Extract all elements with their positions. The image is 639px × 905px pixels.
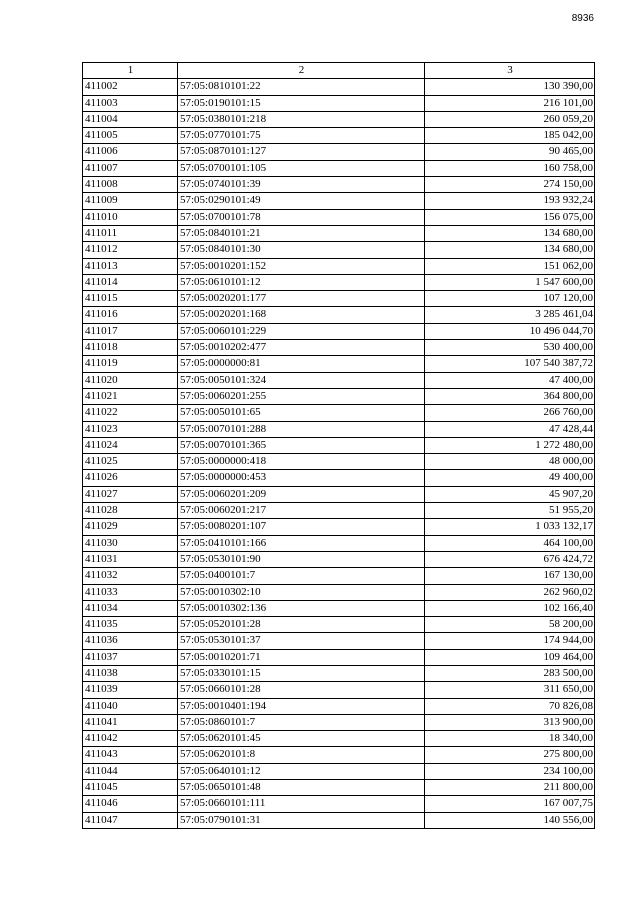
cadastral-number-cell: 57:05:0010201:152 <box>178 258 425 274</box>
table-row <box>83 79 595 95</box>
cadastral-number-cell: 57:05:0060101:229 <box>178 323 425 339</box>
header-row <box>83 63 595 79</box>
cadastral-value-cell: 156 075,00 <box>425 209 595 225</box>
table-row <box>83 763 595 779</box>
cadastral-number-cell: 57:05:0530101:90 <box>178 551 425 567</box>
table-row <box>83 323 595 339</box>
cadastral-number-cell: 57:05:0410101:166 <box>178 535 425 551</box>
cadastral-value-cell: 193 932,24 <box>425 193 595 209</box>
row-number-cell: 411039 <box>83 682 178 698</box>
row-number-cell: 411020 <box>83 372 178 388</box>
cadastral-value-cell: 274 150,00 <box>425 177 595 193</box>
row-number-cell: 411013 <box>83 258 178 274</box>
row-number-cell: 411028 <box>83 503 178 519</box>
cadastral-number-cell: 57:05:0700101:105 <box>178 160 425 176</box>
cadastral-number-cell: 57:05:0810101:22 <box>178 79 425 95</box>
cadastral-value-cell: 676 424,72 <box>425 551 595 567</box>
row-number-cell: 411003 <box>83 95 178 111</box>
cadastral-number-cell: 57:05:0020201:177 <box>178 291 425 307</box>
cadastral-value-cell: 311 650,00 <box>425 682 595 698</box>
cadastral-value-cell: 167 007,75 <box>425 796 595 812</box>
cadastral-value-cell: 216 101,00 <box>425 95 595 111</box>
cadastral-value-cell: 130 390,00 <box>425 79 595 95</box>
cadastral-value-cell: 70 826,08 <box>425 698 595 714</box>
table-row <box>83 372 595 388</box>
row-number-cell: 411030 <box>83 535 178 551</box>
cadastral-value-cell: 1 547 600,00 <box>425 274 595 290</box>
cadastral-value-cell: 464 100,00 <box>425 535 595 551</box>
row-number-cell: 411036 <box>83 633 178 649</box>
table-row <box>83 437 595 453</box>
table-row <box>83 812 595 828</box>
row-number-cell: 411015 <box>83 291 178 307</box>
row-number-cell: 411017 <box>83 323 178 339</box>
table-header <box>83 63 595 79</box>
cadastral-value-cell: 151 062,00 <box>425 258 595 274</box>
row-number-cell: 411005 <box>83 128 178 144</box>
cadastral-value-cell: 313 900,00 <box>425 714 595 730</box>
row-number-cell: 411019 <box>83 356 178 372</box>
table-row <box>83 503 595 519</box>
cadastral-number-cell: 57:05:0640101:12 <box>178 763 425 779</box>
cadastral-value-cell: 234 100,00 <box>425 763 595 779</box>
row-number-cell: 411014 <box>83 274 178 290</box>
cadastral-number-cell: 57:05:0840101:21 <box>178 225 425 241</box>
cadastral-number-cell: 57:05:0740101:39 <box>178 177 425 193</box>
table-row <box>83 682 595 698</box>
cadastral-value-cell: 102 166,40 <box>425 600 595 616</box>
cadastral-number-cell: 57:05:0000000:418 <box>178 454 425 470</box>
cadastral-number-cell: 57:05:0400101:7 <box>178 568 425 584</box>
column-header-2: 2 <box>178 63 425 79</box>
column-header-3: 3 <box>425 63 595 79</box>
row-number-cell: 411031 <box>83 551 178 567</box>
table-row <box>83 356 595 372</box>
table-row <box>83 405 595 421</box>
table-row <box>83 128 595 144</box>
table-row <box>83 551 595 567</box>
table-row <box>83 698 595 714</box>
table-row <box>83 95 595 111</box>
table-row <box>83 274 595 290</box>
cadastral-value-cell: 107 540 387,72 <box>425 356 595 372</box>
cadastral-number-cell: 57:05:0000000:81 <box>178 356 425 372</box>
cadastral-number-cell: 57:05:0770101:75 <box>178 128 425 144</box>
cadastral-value-cell: 49 400,00 <box>425 470 595 486</box>
row-number-cell: 411010 <box>83 209 178 225</box>
table-row <box>83 242 595 258</box>
row-number-cell: 411044 <box>83 763 178 779</box>
table-row <box>83 307 595 323</box>
cadastral-number-cell: 57:05:0010401:194 <box>178 698 425 714</box>
table-row <box>83 340 595 356</box>
cadastral-number-cell: 57:05:0620101:8 <box>178 747 425 763</box>
cadastral-number-cell: 57:05:0660101:28 <box>178 682 425 698</box>
table-row <box>83 209 595 225</box>
table-row <box>83 193 595 209</box>
table-row <box>83 568 595 584</box>
cadastral-value-cell: 275 800,00 <box>425 747 595 763</box>
table-row <box>83 535 595 551</box>
cadastral-number-cell: 57:05:0010302:10 <box>178 584 425 600</box>
cadastral-value-cell: 185 042,00 <box>425 128 595 144</box>
cadastral-value-cell: 51 955,20 <box>425 503 595 519</box>
row-number-cell: 411021 <box>83 388 178 404</box>
cadastral-number-cell: 57:05:0070101:365 <box>178 437 425 453</box>
cadastral-number-cell: 57:05:0610101:12 <box>178 274 425 290</box>
cadastral-value-cell: 107 120,00 <box>425 291 595 307</box>
cadastral-number-cell: 57:05:0290101:49 <box>178 193 425 209</box>
cadastral-number-cell: 57:05:0870101:127 <box>178 144 425 160</box>
table-row <box>83 600 595 616</box>
cadastral-number-cell: 57:05:0050101:324 <box>178 372 425 388</box>
row-number-cell: 411034 <box>83 600 178 616</box>
cadastral-number-cell: 57:05:0080201:107 <box>178 519 425 535</box>
row-number-cell: 411041 <box>83 714 178 730</box>
cadastral-value-cell: 47 428,44 <box>425 421 595 437</box>
table-row <box>83 731 595 747</box>
row-number-cell: 411037 <box>83 649 178 665</box>
table-row <box>83 454 595 470</box>
table-row <box>83 665 595 681</box>
row-number-cell: 411042 <box>83 731 178 747</box>
table-row <box>83 584 595 600</box>
table-row <box>83 160 595 176</box>
row-number-cell: 411012 <box>83 242 178 258</box>
cadastral-value-cell: 58 200,00 <box>425 617 595 633</box>
cadastral-number-cell: 57:05:0020201:168 <box>178 307 425 323</box>
table-row <box>83 258 595 274</box>
cadastral-number-cell: 57:05:0620101:45 <box>178 731 425 747</box>
row-number-cell: 411043 <box>83 747 178 763</box>
cadastral-number-cell: 57:05:0520101:28 <box>178 617 425 633</box>
cadastral-number-cell: 57:05:0190101:15 <box>178 95 425 111</box>
row-number-cell: 411011 <box>83 225 178 241</box>
cadastral-number-cell: 57:05:0700101:78 <box>178 209 425 225</box>
table-row <box>83 649 595 665</box>
row-number-cell: 411046 <box>83 796 178 812</box>
cadastral-number-cell: 57:05:0010302:136 <box>178 600 425 616</box>
cadastral-number-cell: 57:05:0060201:217 <box>178 503 425 519</box>
page-number: 8936 <box>571 13 594 24</box>
table-row <box>83 111 595 127</box>
cadastral-value-cell: 167 130,00 <box>425 568 595 584</box>
cadastral-number-cell: 57:05:0860101:7 <box>178 714 425 730</box>
cadastral-number-cell: 57:05:0010202:477 <box>178 340 425 356</box>
cadastral-number-cell: 57:05:0060201:209 <box>178 486 425 502</box>
row-number-cell: 411007 <box>83 160 178 176</box>
cadastral-number-cell: 57:05:0070101:288 <box>178 421 425 437</box>
cadastral-value-cell: 3 285 461,04 <box>425 307 595 323</box>
row-number-cell: 411027 <box>83 486 178 502</box>
cadastral-number-cell: 57:05:0530101:37 <box>178 633 425 649</box>
table-row <box>83 519 595 535</box>
cadastral-number-cell: 57:05:0330101:15 <box>178 665 425 681</box>
cadastral-number-cell: 57:05:0060201:255 <box>178 388 425 404</box>
cadastral-value-cell: 48 000,00 <box>425 454 595 470</box>
cadastral-value-cell: 47 400,00 <box>425 372 595 388</box>
cadastral-value-cell: 90 465,00 <box>425 144 595 160</box>
row-number-cell: 411045 <box>83 780 178 796</box>
table-row <box>83 225 595 241</box>
cadastral-value-cell: 160 758,00 <box>425 160 595 176</box>
row-number-cell: 411035 <box>83 617 178 633</box>
row-number-cell: 411006 <box>83 144 178 160</box>
row-number-cell: 411004 <box>83 111 178 127</box>
table-row <box>83 388 595 404</box>
table-row <box>83 421 595 437</box>
cadastral-value-cell: 1 033 132,17 <box>425 519 595 535</box>
table-row <box>83 747 595 763</box>
cadastral-number-cell: 57:05:0050101:65 <box>178 405 425 421</box>
row-number-cell: 411029 <box>83 519 178 535</box>
cadastral-value-cell: 10 496 044,70 <box>425 323 595 339</box>
table-row <box>83 714 595 730</box>
cadastral-value-cell: 364 800,00 <box>425 388 595 404</box>
cadastral-value-cell: 262 960,02 <box>425 584 595 600</box>
row-number-cell: 411047 <box>83 812 178 828</box>
row-number-cell: 411008 <box>83 177 178 193</box>
cadastral-number-cell: 57:05:0010201:71 <box>178 649 425 665</box>
table-row <box>83 144 595 160</box>
cadastral-number-cell: 57:05:0840101:30 <box>178 242 425 258</box>
table-row <box>83 617 595 633</box>
column-header-1: 1 <box>83 63 178 79</box>
cadastral-number-cell: 57:05:0660101:111 <box>178 796 425 812</box>
cadastral-value-cell: 174 944,00 <box>425 633 595 649</box>
table-row <box>83 796 595 812</box>
row-number-cell: 411038 <box>83 665 178 681</box>
row-number-cell: 411022 <box>83 405 178 421</box>
cadastral-value-cell: 109 464,00 <box>425 649 595 665</box>
row-number-cell: 411016 <box>83 307 178 323</box>
row-number-cell: 411002 <box>83 79 178 95</box>
cadastral-value-cell: 134 680,00 <box>425 242 595 258</box>
row-number-cell: 411033 <box>83 584 178 600</box>
row-number-cell: 411023 <box>83 421 178 437</box>
cadastral-value-cell: 140 556,00 <box>425 812 595 828</box>
cadastral-value-cell: 1 272 480,00 <box>425 437 595 453</box>
row-number-cell: 411040 <box>83 698 178 714</box>
table-row <box>83 177 595 193</box>
row-number-cell: 411024 <box>83 437 178 453</box>
table-row <box>83 470 595 486</box>
cadastral-number-cell: 57:05:0000000:453 <box>178 470 425 486</box>
cadastral-number-cell: 57:05:0790101:31 <box>178 812 425 828</box>
table-row <box>83 633 595 649</box>
cadastral-value-cell: 260 059,20 <box>425 111 595 127</box>
cadastral-value-cell: 211 800,00 <box>425 780 595 796</box>
row-number-cell: 411032 <box>83 568 178 584</box>
row-number-cell: 411018 <box>83 340 178 356</box>
cadastral-number-cell: 57:05:0650101:48 <box>178 780 425 796</box>
cadastral-number-cell: 57:05:0380101:218 <box>178 111 425 127</box>
row-number-cell: 411009 <box>83 193 178 209</box>
cadastral-value-table <box>82 62 595 829</box>
cadastral-value-cell: 45 907,20 <box>425 486 595 502</box>
cadastral-value-cell: 530 400,00 <box>425 340 595 356</box>
row-number-cell: 411026 <box>83 470 178 486</box>
cadastral-value-cell: 283 500,00 <box>425 665 595 681</box>
table-row <box>83 486 595 502</box>
row-number-cell: 411025 <box>83 454 178 470</box>
cadastral-value-cell: 266 760,00 <box>425 405 595 421</box>
cadastral-value-cell: 18 340,00 <box>425 731 595 747</box>
table-body <box>83 79 595 829</box>
table-row <box>83 291 595 307</box>
table-row <box>83 780 595 796</box>
cadastral-value-cell: 134 680,00 <box>425 225 595 241</box>
